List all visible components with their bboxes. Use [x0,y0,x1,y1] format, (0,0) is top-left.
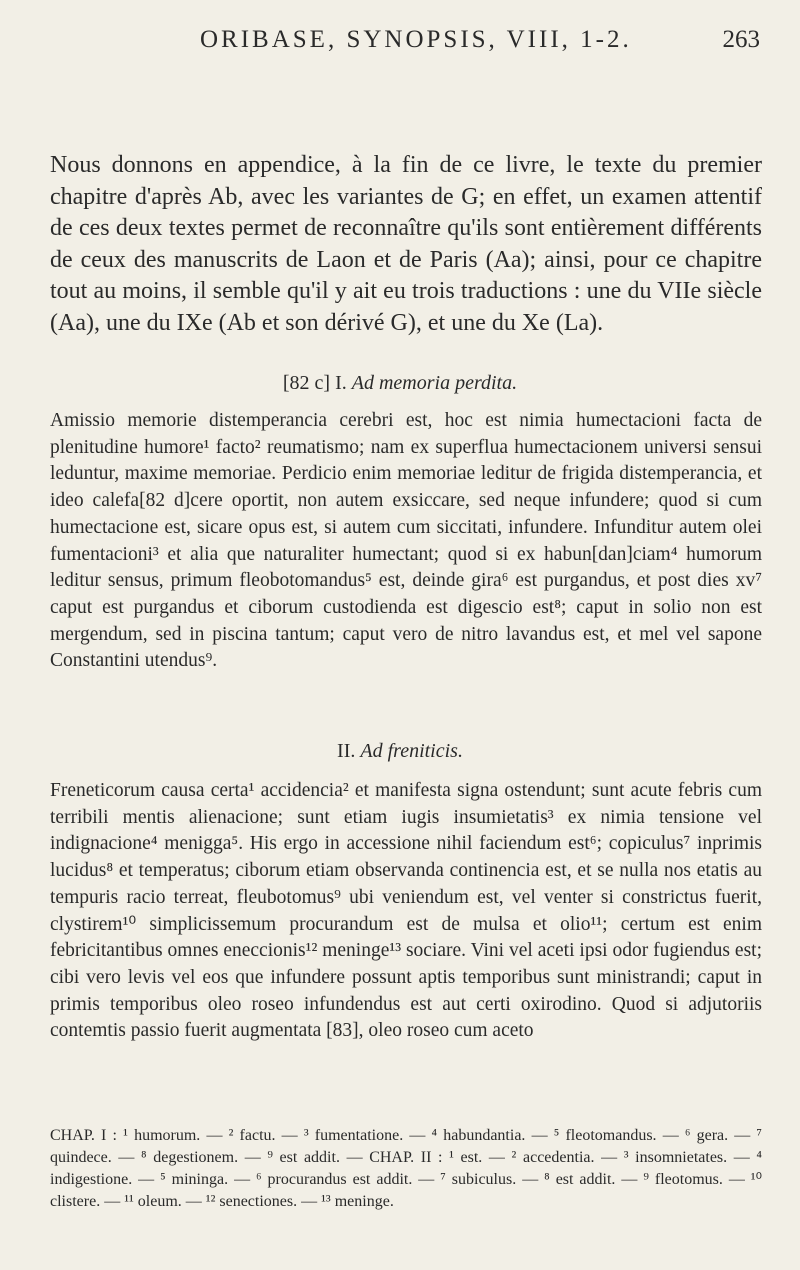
chapter-2-title-prefix: II. [337,740,356,762]
running-title: ORIBASE, SYNOPSIS, VIII, 1-2. [200,26,632,53]
chapter-1-title-italic: Ad memoria perdita. [351,372,518,394]
chapter-1-title-prefix: [82 c] I. [282,372,347,394]
chapter-2-text: Freneticorum causa certa¹ accidencia² et manifesta signa ostendunt; sunt acute febris cum terribili mentis alienacione; sunt etiam iugis insumietatis³ ex nimia tensione vel indignacione⁴ menigga⁵. His ergo in accessione nihil faciendum est⁶; copiculus⁷ inprimis lucidus⁸ et temperatus; ciborum etiam observanda continencia est, et se nulla nos etatis au tempuris racio terreat, fleubotomus⁹ ubi veniendum est, vel venter si constrictus fuerit, clystirem¹⁰ simplicissemum procurandum est de mulsa et olio¹¹; certum est enim febricitantibus omnes eneccionis¹² meninge¹³ sociare. Vini vel aceti ipsi odor fugiendus est; cibi vero levis vel eos que infundere possunt aptis temporibus sunt ministrandi; caput in primis temporibus oleo roseo infundendus est aut certi oxirodino. Quod si adjutoriis contemtis passio fuerit augmentata [83], oleo roseo cum aceto [50,780,762,1042]
chapter-1-text: Amissio memorie distemperancia cerebri est, hoc est nimia humectacioni facta de plenitudine humore¹ facto² reumatismo; nam ex superflua humectacionem universi sensui leduntur, maxime memoriae. Perdicio enim memoriae leditur de frigida distemperancia, et ideo calefa[82 d]cere oportit, non autem exsiccare, sed neque infundere; quod si cum humectacione est, sicare opus est, si autem cum siccitati, infundere. Infunditur autem olei fumentacioni³ et alia que naturaliter humectant; quod si ex habun[dan]ciam⁴ humorum leditur sensus, primum fleobotomandus⁵ est, deinde gira⁶ est purgandus, et post dies xv⁷ caput est purgandus et ciborum custodienda est digescio est⁸; caput in solio non est mergendum, sed in piscina tantum; caput vero de nitro lavandus est, et mel vel sapone Constantini utendus⁹. [50,410,762,672]
page-header [0,26,800,62]
chapter-1-title [0,372,800,395]
chapter-2-title [0,740,800,763]
chapter-2-title-italic: Ad freniticis. [360,740,463,762]
intro-paragraph: Nous donnons en appendice, à la fin de ce livre, le texte du premier chapitre d'après Ab, avec les variantes de G; en effet, un examen attentif de ces deux textes permet de reconnaître qu'ils sont entièrement différents de ceux des manuscrits de Laon et de Paris (Aa); ainsi, pour ce chapitre tout au moins, il semble qu'il y ait eu trois traductions : une du VIIe siècle (Aa), une du IXe (Ab et son dérivé G), et une du Xe (La). [50,152,762,336]
page-number: 263 [722,26,760,53]
footnotes: CHAP. I : ¹ humorum. — ² factu. — ³ fumentatione. — ⁴ habundantia. — ⁵ fleotomandus. — ⁶ gera. — ⁷ quindece. — ⁸ degestionem. — ⁹ est addit. — CHAP. II : ¹ est. — ² accedentia. — ³ insomnietates. — ⁴ indigestione. — ⁵ mininga. — ⁶ procurandus est addit. — ⁷ subiculus. — ⁸ est addit. — ⁹ fleotomus. — ¹⁰ clistere. — ¹¹ oleum. — ¹² senectiones. — ¹³ meninge. [50,1127,762,1210]
